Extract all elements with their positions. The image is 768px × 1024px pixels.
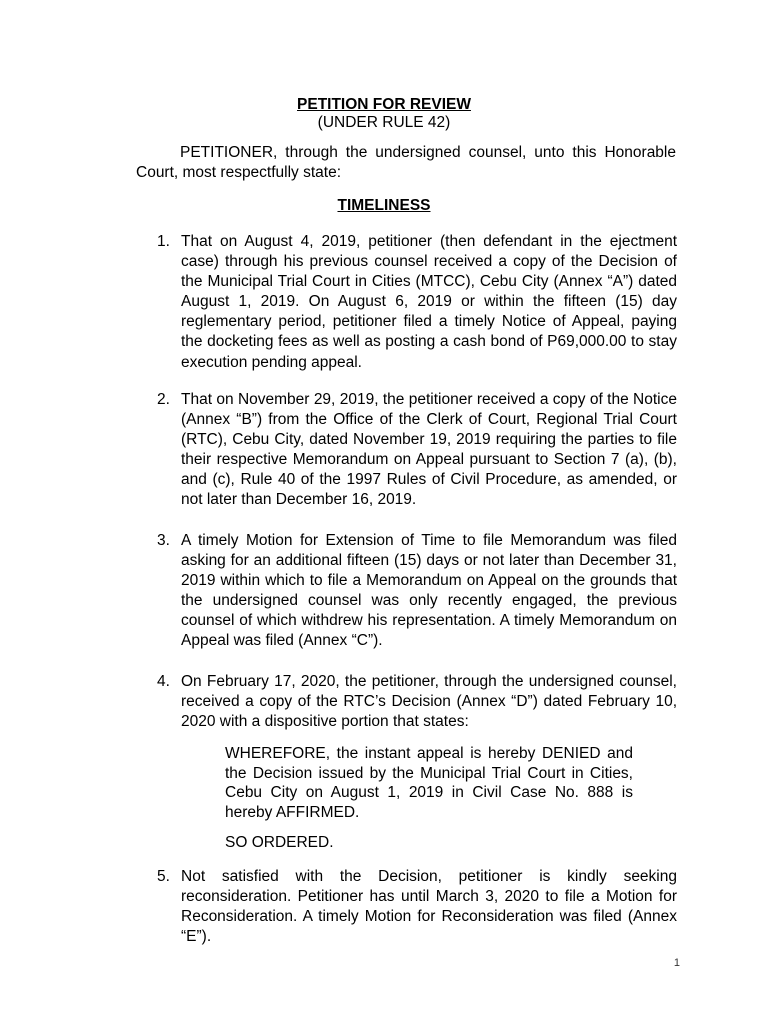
- page-number: 1: [673, 957, 680, 969]
- list-item: [157, 390, 677, 511]
- list-item-text: On February 17, 2020, the petitioner, through the undersigned counsel, received a copy of the RTC’s Decision (Annex “D”) dated February 10, 2020 with a dispositive portion that states:: [181, 673, 677, 731]
- section-heading-timeliness: TIMELINESS: [337, 197, 431, 214]
- list-item-number: 1.: [157, 233, 170, 250]
- document-title: PETITION FOR REVIEW: [297, 96, 471, 113]
- list-item-number: 4.: [157, 673, 170, 690]
- list-item-text: Not satisfied with the Decision, petitioner is kindly seeking reconsideration. Petitioner has until March 3, 2020 to file a Motion for Reconsideration. A timely Motion for Reconsideration was filed (Annex “E”).: [181, 868, 677, 946]
- quote-closing: SO ORDERED.: [225, 834, 334, 851]
- list-item-text: That on August 4, 2019, petitioner (then defendant in the ejectment case) through his previous counsel received a copy of the Decision of the Municipal Trial Court in Cities (MTCC), Cebu City (Annex “A”) dated August 1, 2019. On August 6, 2019 or within the fifteen (15) day reglementary period, petitioner filed a timely Notice of Appeal, paying the docketing fees as well as posting a cash bond of P69,000.00 to stay execution pending appeal.: [181, 233, 677, 371]
- list-item: [157, 672, 677, 732]
- list-item: [157, 867, 677, 947]
- list-item-text: That on November 29, 2019, the petitioner received a copy of the Notice (Annex “B”) from the Office of the Clerk of Court, Regional Trial Court (RTC), Cebu City, dated November 19, 2019 requiring the parties to file their respective Memorandum on Appeal pursuant to Section 7 (a), (b), and (c), Rule 40 of the 1997 Rules of Civil Procedure, as amended, or not later than December 16, 2019.: [181, 391, 677, 509]
- document-subtitle: (UNDER RULE 42): [317, 114, 451, 131]
- list-item-number: 3.: [157, 532, 170, 549]
- quoted-dispositive-portion: WHEREFORE, the instant appeal is hereby DENIED and the Decision issued by the Municipal Trial Court in Cities, Cebu City on August 1, 2019 in Civil Case No. 888 is hereby AFFIRMED.: [225, 745, 633, 821]
- list-item: [157, 232, 677, 373]
- list-item-text: A timely Motion for Extension of Time to file Memorandum was filed asking for an additional fifteen (15) days or not later than December 31, 2019 within which to file a Memorandum on Appeal on the grounds that the undersigned counsel was only recently engaged, the previous counsel of which withdrew his representation. A timely Memorandum on Appeal was filed (Annex “C”).: [181, 532, 677, 650]
- list-item: [157, 531, 677, 652]
- intro-paragraph: PETITIONER, through the undersigned counsel, unto this Honorable Court, most respectfully state:: [136, 144, 676, 181]
- list-item-number: 5.: [157, 868, 170, 885]
- list-item-number: 2.: [157, 391, 170, 408]
